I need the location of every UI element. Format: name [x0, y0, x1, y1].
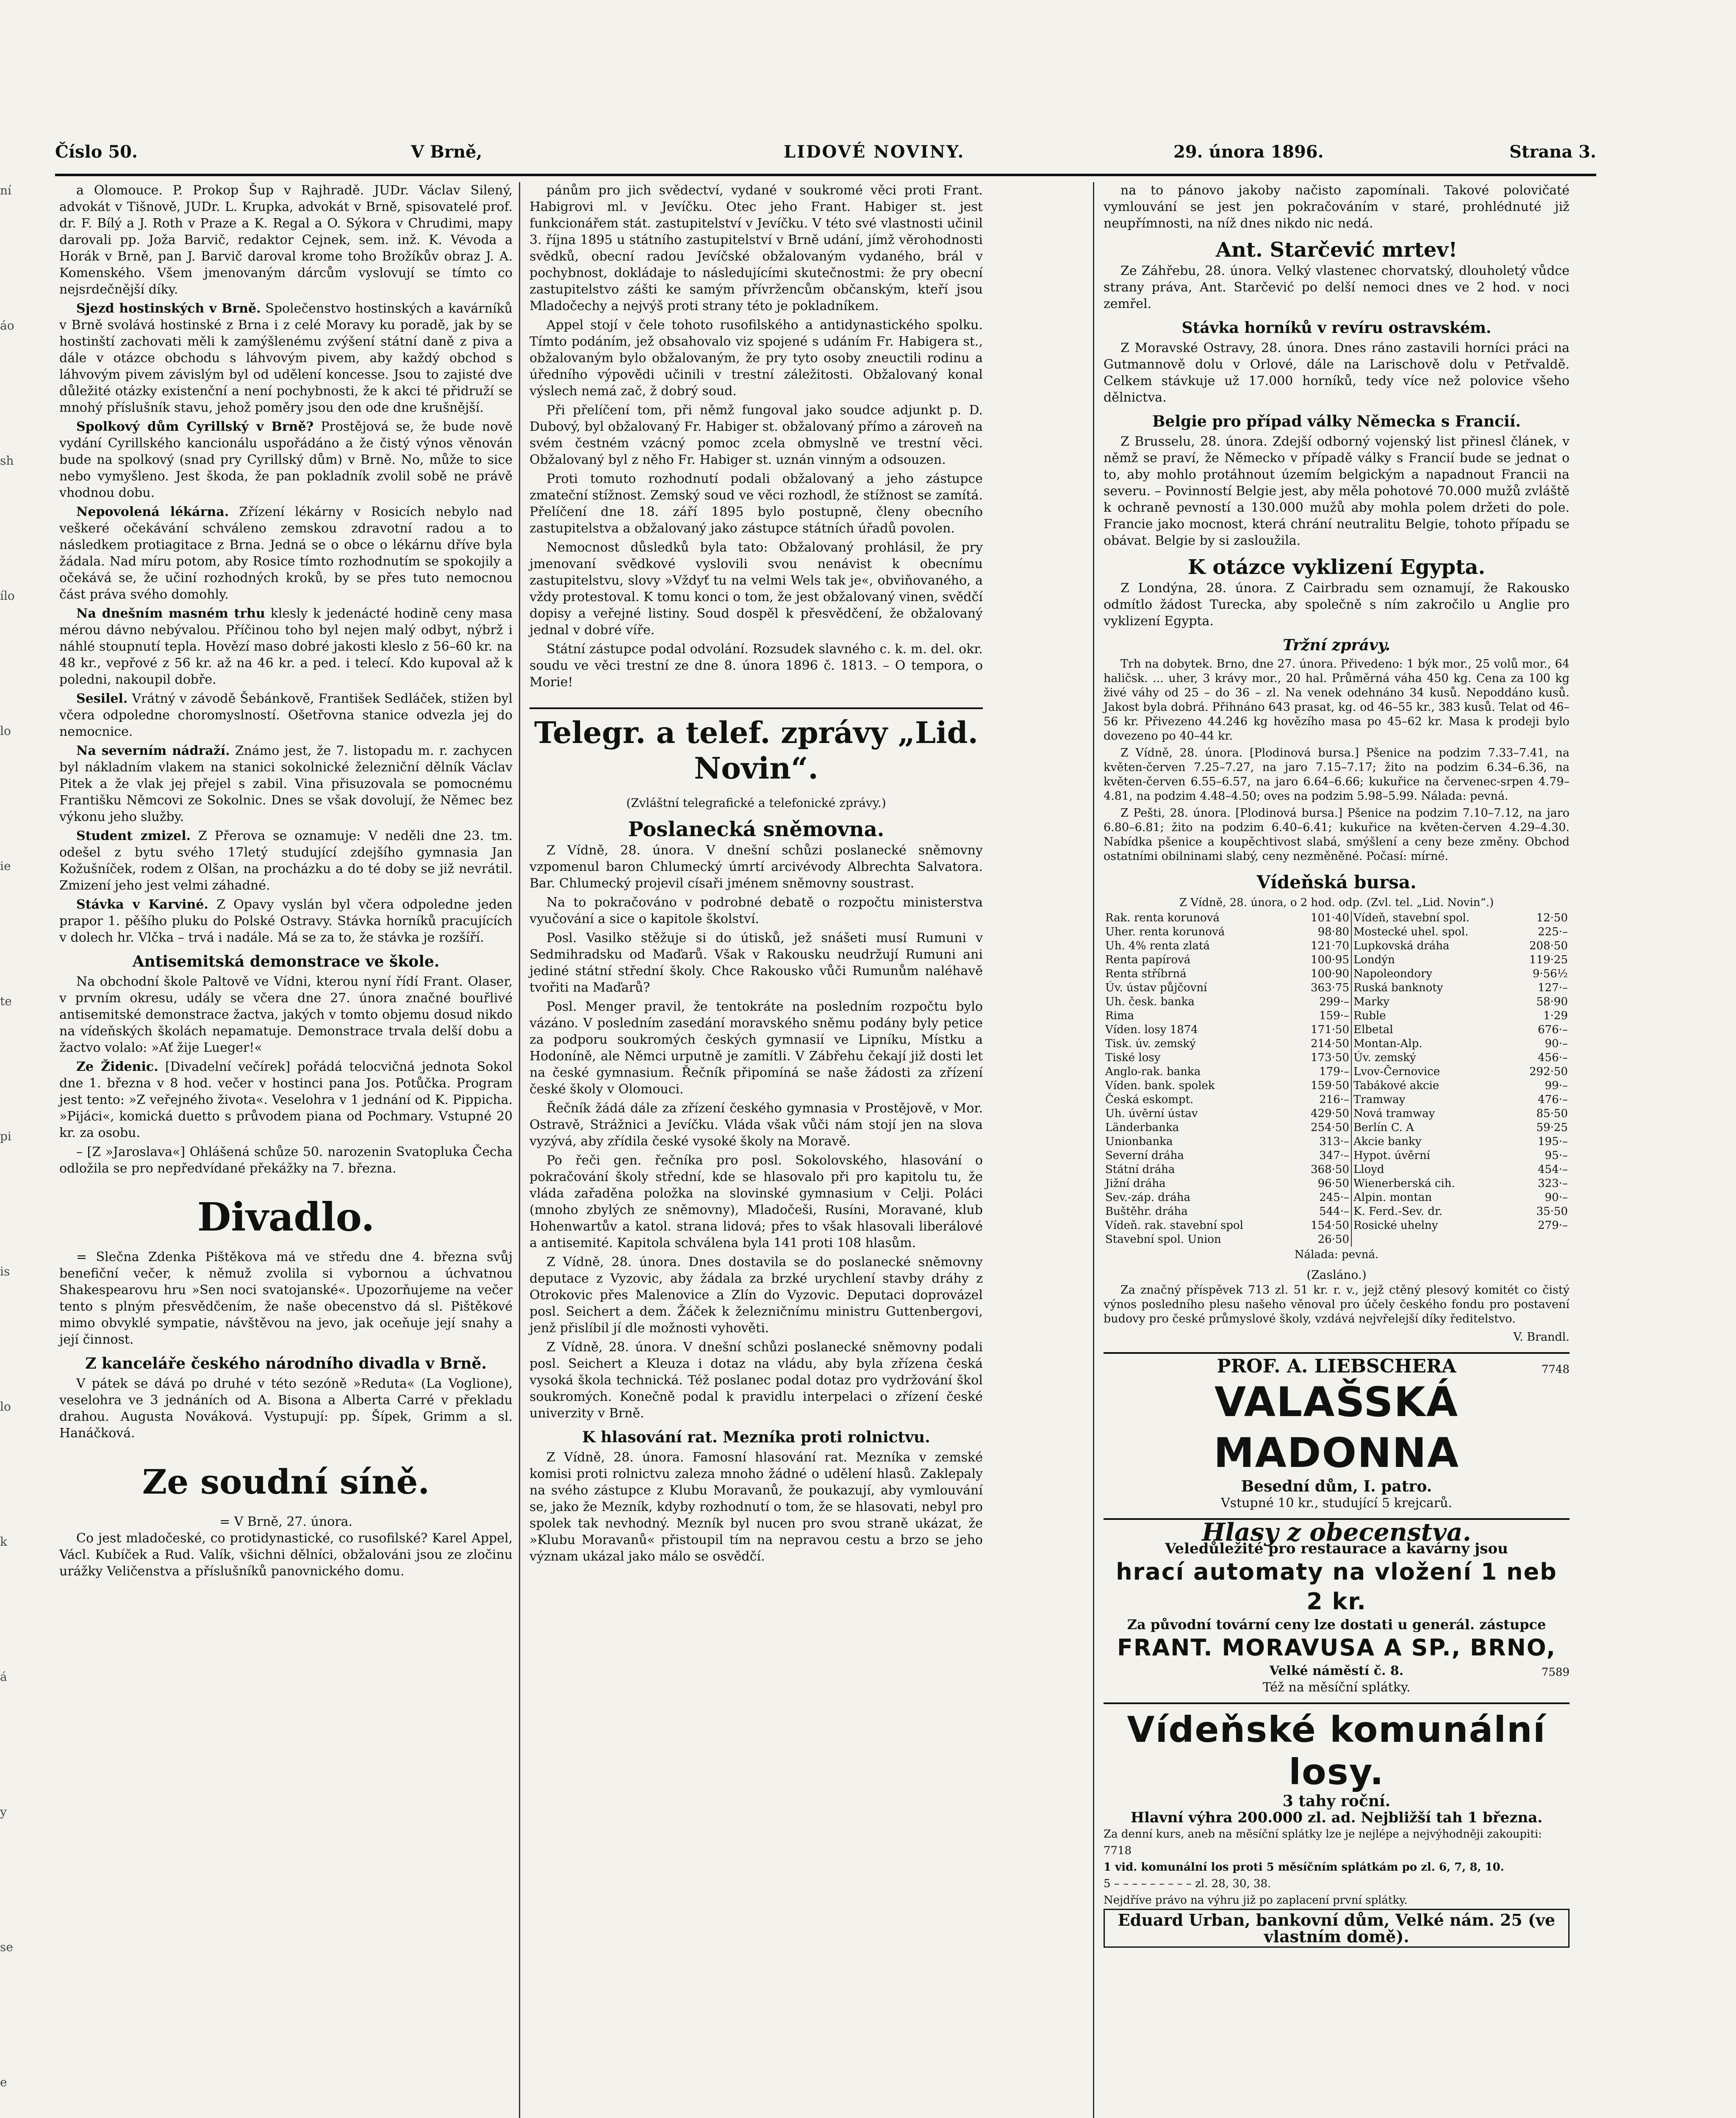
margin-fragment: is: [0, 1264, 10, 1278]
stock-name: Lvov-Černovice: [1353, 1065, 1440, 1078]
paragraph: na to pánovo jakoby načisto zapomínali. Takové polovičaté vymlouvání se jest jen pokračováním v staré, prohlédnuté již neupřímnosti, na níž dnes nikdo nic nedá.: [1104, 183, 1570, 231]
article-heading: Student zmizel.: [76, 829, 191, 843]
stock-name: Nová tramway: [1353, 1107, 1435, 1120]
stock-row: [1104, 1051, 1570, 1065]
stock-name: Úv. ústav půjčovní: [1105, 981, 1207, 994]
paragraph: Při přelíčení tom, při němž fungoval jako soudce adjunkt p. D. Dubový, byl obžalovaný Fr. Habiger st. obžalovaný přímo a zároveň na svém čestném vzácný pomoc zcela obmyslně ve trestní věci. Obžalovaný byl z něho Fr. Habiger st. uznán vinným a odsouzen.: [530, 403, 983, 467]
issue-number: Číslo 50.: [55, 142, 138, 162]
ad-address: Velké náměstí č. 8.: [1269, 1663, 1404, 1678]
stock-name: Víden. bank. spolek: [1105, 1079, 1215, 1092]
stock-price: 96·50: [1294, 1177, 1351, 1191]
dateline: = V Brně, 27. února.: [219, 1514, 353, 1529]
article-heading: Ant. Starčević mrtev!: [1215, 238, 1458, 262]
stock-price: 225·–: [1538, 926, 1568, 938]
stock-row: [1104, 1121, 1570, 1135]
page-header: [55, 142, 1596, 172]
stock-name: Ruská banknoty: [1353, 981, 1443, 994]
paragraph: Z Vídně, 28. února. V dnešní schůzi poslanecké sněmovny podali posl. Seichert a Kleuza i dotaz na vládu, aby byla zřízena česká vysoká škola technická. Též poslanec podal dotaz pro vydržování škol soukromých. Konečně podal k pravidlu interpelaci o zřízení české univerzity v Brně.: [530, 1340, 983, 1421]
stock-name: Uh. česk. banka: [1105, 995, 1195, 1008]
stock-price: 544·–: [1294, 1205, 1351, 1219]
stock-row: [1104, 967, 1570, 981]
paragraph: Řečník žádá dále za zřízení českého gymnasia v Prostějově, v Mor. Ostravě, Strážnici a Jevíčku. Vláda však vůči nám stojí jen na slova vyzývá, aby zřídila české vysoké školy na Moravě.: [530, 1101, 983, 1149]
zaslano-label: (Zasláno.): [1306, 1268, 1367, 1282]
stock-price: 429·50: [1294, 1107, 1351, 1121]
stock-price: 179·–: [1294, 1065, 1351, 1079]
stock-name: Marky: [1353, 995, 1389, 1008]
paragraph: Za značný příspěvek 713 zl. 51 kr. r. v., jejž ctěný plesový komitét co čistý výnos posledního plesu našeho věnoval pro účely českého fondu pro postavení budovy pro české průmyslové školy, vzdává nejvřelejší díky ředitelstvo.: [1104, 1284, 1570, 1325]
stock-name: [1351, 1233, 1513, 1247]
stock-price: 58·90: [1536, 995, 1568, 1008]
stock-name: Länderbanka: [1105, 1121, 1179, 1134]
ad-headline: VALAŠSKÁ MADONNA: [1213, 1378, 1460, 1477]
stock-price: 292·50: [1529, 1065, 1568, 1078]
stock-row: [1104, 1219, 1570, 1233]
paragraph: Na to pokračováno v podrobné debatě o rozpočtu ministerstva vyučování a sice o kapitole školství.: [530, 895, 983, 926]
paragraph: Po řeči gen. řečníka pro posl. Sokolovského, hlasování o pokračování školy střední, kde se hlasovalo při pro kapitolu tu, že vláda zařaděna položka na slovinské gymnasium v Celji. Poláci (mnoho zbylých ze sněmovny), Mladočeši, Rusíni, Moravané, klub Hohenwartův a katol. strana lidová; přes to však hlasovali liberálové a antisemité. Kapitola schválena byla 141 proti 108 hlasům.: [530, 1153, 983, 1250]
page-number: Strana 3.: [1509, 142, 1596, 162]
stock-name: Rak. renta korunová: [1105, 912, 1220, 924]
stock-name: Renta papírová: [1105, 954, 1191, 966]
article-heading: K otázce vyklizení Egypta.: [1187, 555, 1486, 579]
paragraph: Trh na dobytek. Brno, dne 27. února. Přivedeno: 1 býk mor., 25 volů mor., 64 haličsk. ... uher, 3 krávy mor., 20 hal. Průměrná váha 450 kg. Cena za 100 kg živé váhy od 25 – do 36 – zl. Na venek odehnáno 34 kusů. Nepoddáno kusů. Jakost byla dobrá. Přihnáno 643 prasat, kg. od 46–55 kr., 383 kusů. Telat od 46–56 kr. Přivezeno 44.246 kg hovězího masa po 45–62 kr. Masa k prodeji bylo dovezeno po 40–44 kr.: [1104, 657, 1570, 743]
stock-row: [1104, 1037, 1570, 1051]
stock-row: [1104, 981, 1570, 995]
stock-price: 26·50: [1294, 1233, 1351, 1247]
stock-name: Tabákové akcie: [1353, 1079, 1439, 1092]
paragraph: Z Vídně, 28. února. V dnešní schůzi poslanecké sněmovny vzpomenul baron Chlumecký úmrtí arcivévody Albrechta Salvatora. Bar. Chlumecký projevil císaři jménem sněmovny soustrast.: [530, 843, 983, 891]
paragraph: klesly k jedenácté hodině ceny masa mérou dávno nebývalou. Příčinou toho byl nejen malý odbyt, nýbrž i náhlé stoupnutí tepla. Hovězí maso dobré jakosti kleslo z 56–60 kr. na 48 kr., vepřové z 56 kr. až na 46 kr. a ped. i telecí. Kdo kupoval až k poledni, nakoupil dobře.: [59, 606, 513, 687]
stock-row: [1104, 939, 1570, 953]
stock-price: 456·–: [1538, 1051, 1568, 1064]
ad-firm: Eduard Urban, bankovní dům, Velké nám. 25 (ve vlastním domě).: [1104, 1909, 1570, 1948]
column-divider: [1093, 182, 1094, 2118]
stock-price: [1513, 1233, 1570, 1247]
margin-fragment: áo: [0, 319, 14, 333]
stock-price: 12·50: [1536, 912, 1568, 924]
stock-price: 90·–: [1545, 1191, 1568, 1204]
paragraph: Z Přerova se oznamuje: V neděli dne 23. tm. odešel z bytu svého 17letý studující zdejšího gymnasia Jan Kožušníček, rodem z Olšan, na procházku a do té doby se již nevrátil. Zmizení jeho jest velmi záhadné.: [59, 829, 513, 893]
stock-row: [1104, 1191, 1570, 1205]
ad-line: 5 – – – – – – – – – zl. 28, 30, 38.: [1104, 1877, 1271, 1890]
stock-name: Lupkovská dráha: [1353, 940, 1450, 952]
article-heading: Stávka horníků v revíru ostravském.: [1181, 319, 1492, 337]
ad-line: Veledůležité pro restaurace a kavárny jsou: [1165, 1540, 1508, 1557]
stock-name: Rima: [1105, 1009, 1134, 1022]
article-heading: Na severním nádraží.: [76, 743, 230, 758]
stock-name: Tiské losy: [1105, 1051, 1161, 1064]
stock-name: Státní dráha: [1105, 1163, 1175, 1176]
stock-row: [1104, 1023, 1570, 1037]
paragraph: Zřízení lékárny v Rosicích nebylo nad veškeré očekávání schváleno zemskou zdravotní radou a to následkem protiagitace z Brna. Jedná se o obce o lékárnu dříve byla žádala. Nad míru potom, aby Rosice tímto rozhodnutím se spokojily a očekává se, že učiní rozhodných kroků, by se přes tuto nemocnou část práva svého domohly.: [59, 505, 513, 602]
margin-fragment: ílo: [0, 589, 15, 603]
ad-headline: Vídeňské komunální losy.: [1127, 1709, 1546, 1793]
stock-name: Stavební spol. Union: [1105, 1233, 1221, 1246]
stock-price: 35·50: [1536, 1205, 1568, 1218]
paragraph: [Divadelní večírek] pořádá telocvičná jednota Sokol dne 1. března v 8 hod. večer v hostinci pana Jos. Potůčka. Program jest tento: »Z veřejného života«. Veselohra v 1 jednání od K. Pippicha. »Pijáci«, komická duetto s průvodem piana od Pochmary. Vstupné 20 kr. za osobu.: [59, 1059, 513, 1140]
stock-price: 313·–: [1294, 1135, 1351, 1149]
section-title-soud: Ze soudní síně.: [142, 1462, 430, 1502]
paragraph: Appel stojí v čele tohoto rusofilského a antidynastického spolku. Tímto podáním, jež obsahovalo viz spojené s udáním Fr. Habigera st., obžalovaným bylo obžalovaným, že pry tyto osoby zneuctili rodinu a úředního výpovědi učinili v trestní záležitosti. Obžalovaný konal výslech nemá zač, ž dobrý soud.: [530, 318, 983, 399]
stock-price: 100·90: [1294, 967, 1351, 981]
stock-price: 363·75: [1294, 981, 1351, 995]
stock-price: 454·–: [1538, 1163, 1568, 1176]
paragraph: Z Vídně, 28. února. [Plodinová bursa.] Pšenice na podzim 7.33–7.41, na květen-červen 7.25–7.27, na jaro 7.15–7.17; žito na podzim 6.34–6.36, na květen-červen 6.55–6.57, na jaro 6.64–6.66; kukuřice na červenec-srpen 4.79–4.81, na podzim 4.48–4.50; oves na podzim 5.98–5.99. Nálada: pevná.: [1104, 746, 1570, 803]
stock-price: 95·–: [1545, 1149, 1568, 1162]
margin-fragment: lo: [0, 1400, 11, 1414]
stock-name: Česká eskompt.: [1105, 1093, 1194, 1106]
ad-entry: Vstupné 10 kr., studující 5 krejcarů.: [1220, 1496, 1452, 1511]
ad-line: 3 tahy roční.: [1282, 1792, 1391, 1810]
column-1: [59, 182, 513, 1582]
paragraph: pánům pro jich svědectví, vydané v soukromé věci proti Frant. Habigrovi ml. v Jevíčku. Otec jeho Frant. Habiger st. jest funkcionářem stát. zastupitelství v Jevíčku. V této své vlastnosti učinil 3. října 1895 u státního zastupitelství v Brně udání, jímž věrohodnosti svědků, obecní radou Jevíčské obžalovaným vydaného, brál v pochybnost, dokládaje to následujícími skutečnostmi: že pry obecní zastupitelstvo zášti ke samým přívržencům občanským, kteří jsou Mladočechy a nejvýš proti strany této je pokladníkem.: [530, 183, 983, 313]
stock-row: [1104, 1177, 1570, 1191]
ad-hraci-automaty: [1104, 1518, 1570, 1696]
margin-fragment: se: [0, 1940, 13, 1954]
stock-name: Tramway: [1353, 1093, 1406, 1106]
stock-price: 85·50: [1536, 1107, 1568, 1120]
stock-name: Londýn: [1353, 954, 1395, 966]
stock-row: [1104, 1135, 1570, 1149]
stock-row: [1104, 1079, 1570, 1093]
stock-name: Uh. úvěrní ústav: [1105, 1107, 1198, 1120]
stock-name: Montan-Alp.: [1353, 1037, 1423, 1050]
stock-mood: Nálada: pevná.: [1294, 1248, 1379, 1261]
article-heading: Sesilel.: [76, 691, 128, 706]
stock-name: Buštěhr. dráha: [1105, 1205, 1188, 1218]
stock-name: Alpin. montan: [1353, 1191, 1432, 1204]
stock-price: 299·–: [1294, 995, 1351, 1009]
margin-fragment: k: [0, 1535, 7, 1549]
ad-title: PROF. A. LIEBSCHERA: [1217, 1356, 1456, 1377]
masthead: LIDOVÉ NOVINY.: [784, 142, 965, 162]
section-title-telegr: Telegr. a telef. zprávy „Lid. Novin“.: [530, 707, 983, 786]
stock-name: Uh. 4% renta zlatá: [1105, 940, 1210, 952]
article-heading: Nepovolená lékárna.: [76, 505, 229, 519]
stock-name: K. Ferd.-Sev. dr.: [1353, 1205, 1442, 1218]
stock-table: [1104, 911, 1570, 1247]
stock-name: Berlín C. A: [1353, 1121, 1414, 1134]
article-heading: Na dnešním masném trhu: [76, 606, 265, 621]
ad-line: Za denní kurs, aneb na měsíční splátky lze je nejlépe a nejvýhodněji zakoupiti: 7718: [1104, 1828, 1542, 1857]
stock-name: Renta stříbrná: [1105, 968, 1187, 980]
stock-name: Anglo-rak. banka: [1105, 1065, 1201, 1078]
ad-komunalni-losy: [1104, 1702, 1570, 1948]
stock-price: 216·–: [1294, 1093, 1351, 1107]
stock-price: 90·–: [1545, 1037, 1568, 1050]
stock-name: Sev.-záp. dráha: [1105, 1191, 1191, 1204]
stock-name: Unionbanka: [1105, 1135, 1173, 1148]
paragraph: Vrátný v závodě Šebánkově, František Sedláček, stižen byl včera odpoledne choromyslností. Ošetřovna stanice odvezla jej do nemocnice.: [59, 691, 513, 739]
stock-name: Vídeň, stavební spol.: [1353, 912, 1470, 924]
ad-line: 1 vid. komunální los proti 5 měsíčním splátkám po zl. 6, 7, 8, 10.: [1104, 1861, 1504, 1874]
paragraph: Ze Záhřebu, 28. února. Velký vlastenec chorvatský, dlouholetý vůdce strany práva, Ant. Starčević po delší nemoci dnes ve 2 hod. v noci zemřel.: [1104, 263, 1570, 311]
stock-row: [1104, 1163, 1570, 1177]
paragraph: Známo jest, že 7. listopadu m. r. zachycen byl nákladním vlakem na stanici sokolnické železniční dělník Václav Pitek a že vlak jej přejel s zabil. Vina přisuzovala se pomocnému Františku Němcovi ze Sokolnic. Dnes se však dovolují, že Němec bez výkonu jeho služby.: [59, 743, 513, 824]
paragraph: – [Z »Jaroslava«] Ohlášená schůze 50. narozenin Svatopluka Čecha odložila se pro nepředvídané překážky na 7. března.: [59, 1145, 513, 1176]
signature: V. Brandl.: [1513, 1331, 1570, 1344]
stock-price: 100·95: [1294, 953, 1351, 967]
stock-row: [1104, 1233, 1570, 1247]
stock-price: 254·50: [1294, 1121, 1351, 1135]
stock-price: 323·–: [1538, 1177, 1568, 1190]
article-heading: Belgie pro případ války Německa s Francií.: [1152, 413, 1521, 430]
paragraph: Z Moravské Ostravy, 28. února. Dnes ráno zastavili horníci práci na Gutmannově dolu v Orlové, dále na Larischově dolu v Petřvaldě. Celkem stávkuje už 17.000 horníků, tedy více než polovice všeho dělnictva.: [1104, 341, 1570, 405]
stock-name: Jižní dráha: [1105, 1177, 1166, 1190]
stock-name: Hypot. úvěrní: [1353, 1149, 1430, 1162]
stock-row: [1104, 953, 1570, 967]
ad-line: Za původní tovární ceny lze dostati u generál. zástupce: [1127, 1616, 1546, 1633]
stock-price: 1·29: [1543, 1009, 1568, 1022]
paragraph: V pátek se dává po druhé v této sezóně »Reduta« (La Voglione), veselohra ve 3 jednáních od A. Bisona a Alberta Carré v překladu drahou. Augusta Nováková. Vystupují: pp. Šípek, Grimm a sl. Hanáčková.: [59, 1376, 513, 1441]
stock-name: Rosické uhelny: [1353, 1219, 1438, 1232]
ad-valasska-madonna: [1104, 1352, 1570, 1511]
article-heading: Spolkový dům Cyrillský v Brně?: [76, 419, 314, 434]
section-title-divadlo: Divadlo.: [197, 1194, 375, 1240]
stock-name: Ruble: [1353, 1009, 1386, 1022]
column-divider: [519, 182, 520, 2118]
paragraph: = Slečna Zdenka Pištěkova má ve středu dne 4. března svůj benefiční večer, k němuž zvolila si vybornou a úchvatnou Shakespearovu hru »Sen noci svatojanské«. Upozorňujeme na večer tento s plným přesvědčením, že naše obecenstvo dá sl. Pištěkové mimo obvyklé sympatie, návštěvou na jevo, jak oceňuje její snahy a její činnost.: [59, 1250, 513, 1347]
ad-place: Besední dům, I. patro.: [1241, 1478, 1432, 1495]
article-heading: Z kanceláře českého národního divadla v Brně.: [85, 1355, 487, 1372]
margin-fragment: sh: [0, 454, 14, 468]
stock-name: Akcie banky: [1353, 1135, 1422, 1148]
margin-fragment: lo: [0, 724, 11, 738]
margin-fragment: y: [0, 1805, 7, 1819]
stock-price: 121·70: [1294, 939, 1351, 953]
article-heading: K hlasování rat. Mezníka proti rolnictvu.: [582, 1428, 930, 1446]
ad-line: Hlavní výhra 200.000 zl. ad. Nejbližší tah 1 března.: [1130, 1809, 1543, 1826]
paragraph: Z Vídně, 28. února. Famosní hlasování rat. Mezníka v zemské komisi proti rolnictvu zaleza mnoho žádné o udělení hlasů. Zaklepaly na svého zástupce z Klubu Moravanů, že poukazují, aby vymlouvání se, jako že Mezník, kdyby rozhodnutí o tom, že se hlasovati, nebyl pro spolek tak nevhodný. Mezník byl nucen pro svou straně ukázat, že »Klubu Moravanů« přistoupil tím na nepravou cestu a brzo se jeho význam ukázal jako málo se osvědčí.: [530, 1450, 983, 1564]
stock-exchange-title: Vídeňská bursa.: [1256, 872, 1417, 893]
stock-row: [1104, 1065, 1570, 1079]
ad-number: 7748: [1541, 1363, 1570, 1376]
paragraph: Posl. Vasilko stěžuje si do útisků, jež snášeti musí Rumuni v Sedmihradsku od Maďarů. Však v Rakousku neudržují Rumuni ani jediné státní střední školy. Chce Rakousko vůči Rumunům naléhavě tvořiti na Maďarů?: [530, 931, 983, 995]
stock-row: [1104, 911, 1570, 925]
article-heading: Stávka v Karviné.: [76, 897, 208, 912]
column-3: [1104, 182, 1570, 1948]
stock-row: [1104, 1093, 1570, 1107]
stock-row: [1104, 1205, 1570, 1219]
stock-price: 173·50: [1294, 1051, 1351, 1065]
paragraph: Z Londýna, 28. února. Z Cairbradu sem oznamují, že Rakousko odmítlo žádost Turecka, aby společně s ním zakročilo u Anglie pro vyklizení Egypta.: [1104, 581, 1570, 629]
margin-fragment: ie: [0, 859, 11, 873]
stock-price: 476·–: [1538, 1093, 1568, 1106]
paragraph: Na obchodní škole Paltově ve Vídni, kterou nyní řídí Frant. Olaser, v prvním okresu, udály se včera dne 27. února značné bouřlivé antisemitské demonstrace žactva, jakých v tomto objemu dosud nikdo na vídeňských školách nepamatuje. Demonstrace trvala delší dobu a žactvo volalo: »Ať žije Lueger!«: [59, 974, 513, 1055]
stock-name: Vídeň. rak. stavební spol: [1105, 1219, 1243, 1232]
paragraph: Společenstvo hostinských a kavárníků v Brně svolává hostinské z Brna i z celé Moravy ku poradě, jak by se hostinští zachovati měli k zamýšlenému zvýšení státní daně z piva a dále v otázce obchodu s láhvovým pivem, aby každý obchod s láhvovým pivem závislým byl od udělení koncesse. Jsou to zajisté dve důležité otázky existenční a není pochybnosti, že k akci té přidruží se mnohý příslušník stavu, jehož poměry jsou den ode dne krušnější.: [59, 301, 513, 415]
stock-price: 9·56½: [1532, 968, 1568, 980]
paragraph: Proti tomuto rozhodnutí podali obžalovaný a jeho zástupce zmateční stížnost. Zemský soud ve věci rozhodl, že stížnost se zamítá. Přelíčení dne 18. září 1895 bylo postupně, členy obecního zastupitelstva a obžalovaný jako zástupce státních úřadů povolen.: [530, 471, 983, 536]
stock-name: Wienerberská cih.: [1353, 1177, 1455, 1190]
stock-exchange-subtitle: Z Vídně, 28. února, o 2 hod. odp. (Zvl. tel. „Lid. Novin“.): [1179, 896, 1494, 909]
article-heading: Antisemitská demonstrace ve škole.: [132, 953, 440, 970]
section-subtitle: (Zvláštní telegrafické a telefonické zprávy.): [626, 796, 886, 810]
stock-row: [1104, 1149, 1570, 1163]
ad-title: Hlasy z obecenstva.: [1202, 1518, 1471, 1547]
ad-number: 7589: [1541, 1666, 1570, 1679]
stock-price: 99·–: [1545, 1079, 1568, 1092]
stock-price: 101·40: [1294, 911, 1351, 925]
stock-price: 159·50: [1294, 1079, 1351, 1093]
stock-name: Napoleondory: [1353, 968, 1433, 980]
ad-line: Nejdříve právo na výhru již po zaplacení první splátky.: [1104, 1894, 1408, 1907]
article-heading: Poslanecká sněmovna.: [628, 818, 885, 841]
stock-price: 59·25: [1536, 1121, 1568, 1134]
stock-row: [1104, 925, 1570, 939]
paragraph: Posl. Menger pravil, že tentokráte na posledním rozpočtu bylo vázáno. V posledním zasedání moravského sněmu podány byly petice za podporu soukromých českých gymnasií ve Lipníku, Místku a Hodoníně, ale Němci urputně je zamítli. V Zábřehu čekají již dosti let na české gymnasium. Řečník připomíná se naše žádosti za zřízení české školy v Olomouci.: [530, 999, 983, 1097]
stock-price: 279·–: [1538, 1219, 1568, 1232]
paragraph: Nemocnost důsledků byla tato: Obžalovaný prohlásil, že pry jmenovaní svědkové vyslovili svou nenávist k obecnímu zastupitelstvu, slovy »Vždyť tu na velmi Wels tak je«, obviňovaného, a vždy protestoval. K tomu konci o tom, že jest obžalovaný vinen, svědčí dopisy a veřejné listiny. Soud dospěl k přesvědčení, že obžalovaný jednal v dobré víře.: [530, 540, 983, 638]
stock-name: Úv. zemský: [1353, 1051, 1416, 1064]
ad-firm: FRANT. MORAVUSA A SP., BRNO,: [1117, 1634, 1556, 1661]
paragraph: Co jest mladočeské, co protidynastické, co rusofilské? Karel Appel, Václ. Kubíček a Rud. Valík, všichni dělníci, obžalováni jsou ze zločinu urážky Veličenstva a příslušníků panovnického domu.: [59, 1531, 513, 1579]
margin-fragment: ní: [0, 183, 11, 197]
stock-price: 208·50: [1529, 940, 1568, 952]
stock-price: 171·50: [1294, 1023, 1351, 1037]
paragraph: Státní zástupce podal odvolání. Rozsudek slavného c. k. m. del. okr. soudu ve věci trestní ze dne 8. února 1896 č. 1813. – O tempora, o Morie!: [530, 642, 983, 690]
margin-fragment: á: [0, 1670, 7, 1684]
margin-fragment: e: [0, 2075, 7, 2089]
stock-price: 119·25: [1529, 954, 1568, 966]
column-2: [530, 182, 983, 1567]
stock-price: 214·50: [1294, 1037, 1351, 1051]
ad-line: Též na měsíční splátky.: [1262, 1680, 1411, 1695]
stock-price: 98·80: [1294, 925, 1351, 939]
issue-date: 29. února 1896.: [1173, 142, 1324, 162]
stock-price: 159·–: [1294, 1009, 1351, 1023]
paragraph: a Olomouce. P. Prokop Šup v Rajhradě. JUDr. Václav Silený, advokát v Tišnově, JUDr. L. Krupka, advokát v Brně, spisovatelé prof. dr. F. Bílý a J. Roth v Praze a K. Regal a O. Sýkora v Chrudimi, mapy darovali pp. Joža Barvič, redaktor Cejnek, sem. inž. K. Vévoda a Horák v Brně, pan J. Barvič daroval krome toho Brožíkův obraz J. A. Komenského. Všem jmenovaným dárcům vyslovují se tímto co nejsrdečnější díky.: [59, 183, 513, 297]
stock-price: 195·–: [1538, 1135, 1568, 1148]
stock-price: 676·–: [1538, 1023, 1568, 1036]
paragraph: Z Brusselu, 28. února. Zdejší odborný vojenský list přinesl článek, v němž se praví, že Německo v případě války s Francií bude se jednat o to, aby mohlo protáhnout územím belgickým a napadnout Francii na severu. – Povinností Belgie jest, aby měla pohotové 70.000 mužů zvláště k ochraně pevností a 130.000 mužů aby mohla polem držeti do pole. Francie jako mocnost, která chrání neutralitu Belgie, tohoto případu se obávat. Belgie by si zasloužila.: [1104, 434, 1570, 548]
header-rule: [55, 174, 1596, 176]
stock-name: Lloyd: [1353, 1163, 1384, 1176]
ad-headline: hrací automaty na vložení 1 neb 2 kr.: [1116, 1558, 1557, 1615]
stock-price: 154·50: [1294, 1219, 1351, 1233]
stock-row: [1104, 995, 1570, 1009]
stock-name: Mostecké uhel. spol.: [1353, 926, 1469, 938]
article-heading: Tržní zprávy.: [1282, 636, 1391, 654]
margin-fragment: te: [0, 994, 12, 1008]
place: V Brně,: [411, 142, 483, 162]
stock-name: Uher. renta korunová: [1105, 926, 1225, 938]
article-heading: Sjezd hostinských v Brně.: [76, 301, 261, 316]
paragraph: Z Pešti, 28. února. [Plodinová bursa.] Pšenice na podzim 7.10–7.12, na jaro 6.80–6.81; žito na podzim 6.40–6.41; kukuřice na květen-červen 4.29–4.30. Nabídka pšenice a koupěchtivost slabá, smýšlení a ceny beze změny. Obchod ostatními obilninami slabý, ceny nezměněné. Počasí: mírné.: [1104, 807, 1570, 863]
paragraph: Z Opavy vyslán byl včera odpoledne jeden prapor 1. pěšího pluku do Polské Ostravy. Stávka horníků pracujících v dolech hr. Vlčka – trvá i nadále. Má se za to, že stávka je rozšíří.: [59, 897, 513, 945]
margin-fragment: pi: [0, 1129, 11, 1143]
paragraph: Prostějová se, že bude nově vydání Cyrillského kancionálu uspořádáno a že čistý výnos věnován bude na spolkový (snad pry Cyrillský dům) v Brně. No, může to sice nebo vymyšleno. Jest škoda, že pan pokladník zvolil sobě ne právě vhodnou dobu.: [59, 419, 513, 500]
stock-name: Elbetal: [1353, 1023, 1393, 1036]
stock-price: 127·–: [1538, 981, 1568, 994]
left-margin-fragments: [0, 182, 17, 2118]
stock-price: 347·–: [1294, 1149, 1351, 1163]
stock-price: 245·–: [1294, 1191, 1351, 1205]
stock-price: 368·50: [1294, 1163, 1351, 1177]
stock-row: [1104, 1009, 1570, 1023]
article-heading: Ze Židenic.: [76, 1059, 158, 1074]
stock-name: Tisk. úv. zemský: [1105, 1037, 1196, 1050]
stock-name: Víden. losy 1874: [1105, 1023, 1198, 1036]
stock-row: [1104, 1107, 1570, 1121]
stock-name: Severní dráha: [1105, 1149, 1184, 1162]
paragraph: Z Vídně, 28. února. Dnes dostavila se do poslanecké sněmovny deputace z Vyzovic, aby žádala za brzké urychlení stavby dráhy z Otrokovic přes Malenovice a Zlín do Vyzovic. Deputaci doprovázel posl. Seichert a dem. Žáček k železničnímu ministru Guttenbergovi, jenž přislíbil jí dle možnosti vyhověti.: [530, 1255, 983, 1336]
